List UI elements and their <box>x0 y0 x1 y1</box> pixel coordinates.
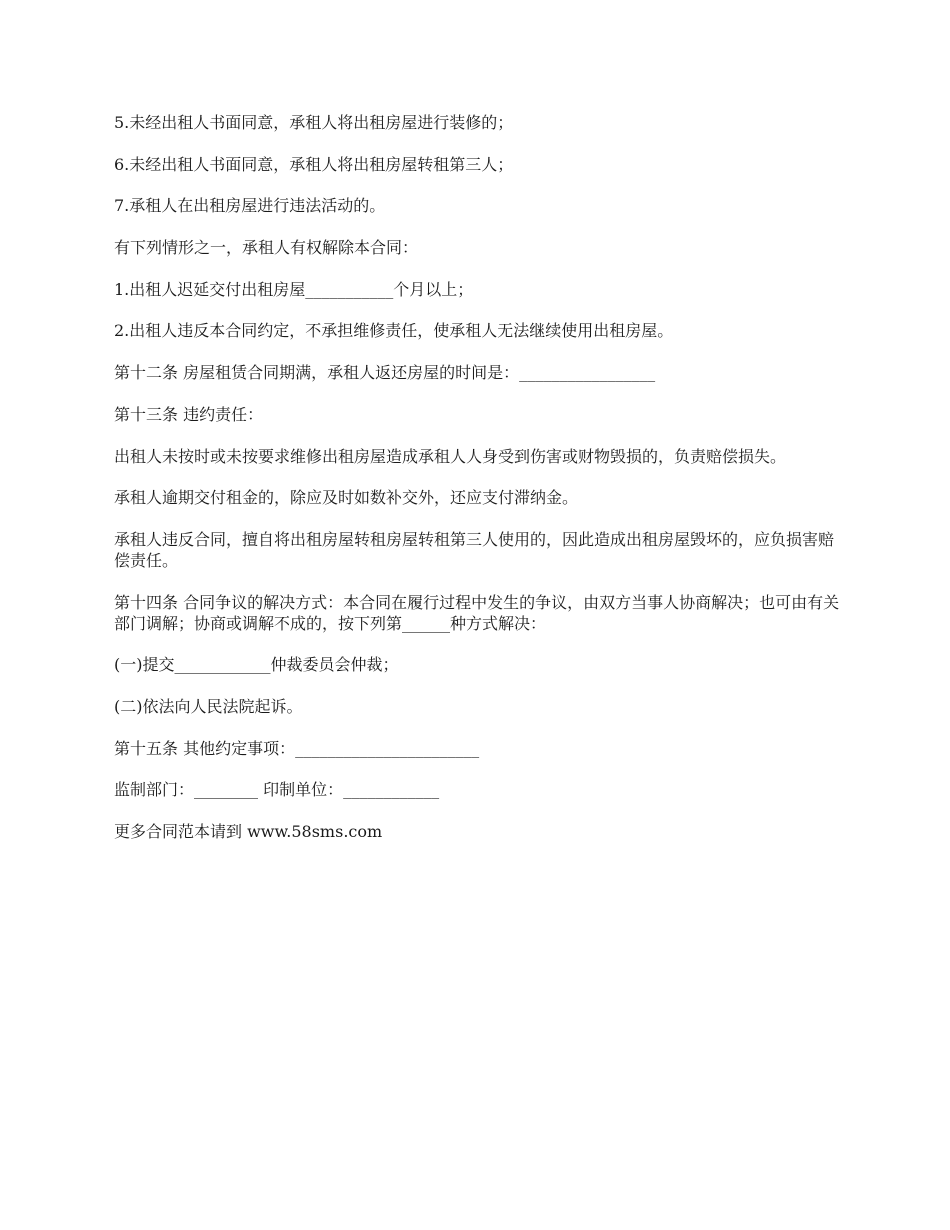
article-12: 第十二条 房屋租赁合同期满，承租人返还房屋的时间是：_________________ <box>114 363 656 383</box>
lessee-termination-item-2: 2.出租人违反本合同约定，不承担维修责任，使承租人无法继续使用出租房屋。 <box>114 321 674 341</box>
article-13-sublease-liability: 承租人违反合同，擅自将出租房屋转租房屋转租第三人使用的，因此造成出租房屋毁坏的，应负损害赔偿责任。 <box>114 529 835 570</box>
article-15: 第十五条 其他约定事项：_______________________ <box>114 738 480 758</box>
article-13-heading: 第十三条 违约责任： <box>114 404 264 424</box>
supervision-printing-line: 监制部门：________ 印制单位：____________ <box>114 780 440 800</box>
article-14-option-2: (二)依法向人民法院起诉。 <box>114 696 303 716</box>
clause-item-7: 7.承租人在出租房屋进行违法活动的。 <box>114 196 386 216</box>
lessee-termination-item-1: 1.出租人迟延交付出租房屋___________个月以上； <box>114 279 474 299</box>
document-body <box>114 112 844 863</box>
article-14: 第十四条 合同争议的解决方式：本合同在履行过程中发生的争议，由双方当事人协商解决；也可由有关部门调解；协商或调解不成的，按下列第______种方式解决： <box>114 592 840 633</box>
clause-item-5: 5.未经出租人书面同意，承租人将出租房屋进行装修的； <box>114 113 514 132</box>
lessee-termination-intro: 有下列情形之一，承租人有权解除本合同： <box>114 238 419 258</box>
article-13-lessor-liability: 出租人未按时或未按要求维修出租房屋造成承租人人身受到伤害或财物毁损的，负责赔偿损失。 <box>114 446 787 466</box>
footer-more-contracts: 更多合同范本请到 www.58sms.com <box>114 822 383 841</box>
article-14-option-1: (一)提交____________仲裁委员会仲裁； <box>114 655 399 675</box>
article-13-late-payment: 承租人逾期交付租金的，除应及时如数补交外，还应支付滞纳金。 <box>114 488 579 508</box>
clause-item-6: 6.未经出租人书面同意，承租人将出租房屋转租第三人； <box>114 154 514 174</box>
